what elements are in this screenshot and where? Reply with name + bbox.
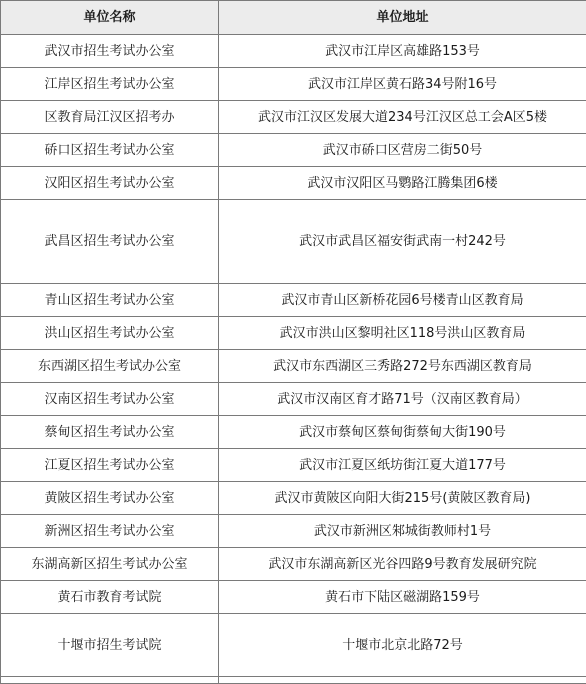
table-row [1,581,586,614]
unit-name-cell: 新洲区招生考试办公室 [1,515,219,548]
unit-name-cell: 东西湖区招生考试办公室 [1,350,219,383]
table-row [1,134,586,167]
unit-name-cell: 区教育局江汉区招考办 [1,101,219,134]
table-header-row [1,1,586,35]
table-row [1,200,586,284]
unit-name-cell: 东湖高新区招生考试办公室 [1,548,219,581]
unit-name-cell: 武汉市招生考试办公室 [1,35,219,68]
cutoff-cell [1,677,219,684]
unit-address-cell: 武汉市洪山区黎明社区118号洪山区教育局 [219,317,586,350]
unit-name-cell: 青山区招生考试办公室 [1,284,219,317]
unit-address-cell: 武汉市青山区新桥花园6号楼青山区教育局 [219,284,586,317]
unit-address-cell: 武汉市汉阳区马鹦路江腾集团6楼 [219,167,586,200]
unit-address-cell: 武汉市汉南区育才路71号（汉南区教育局） [219,383,586,416]
unit-address-cell: 武汉市黄陂区向阳大街215号(黄陂区教育局) [219,482,586,515]
unit-address-cell: 武汉市东湖高新区光谷四路9号教育发展研究院 [219,548,586,581]
table-row [1,101,586,134]
table-row [1,482,586,515]
table-row [1,449,586,482]
table-row [1,548,586,581]
table-row [1,317,586,350]
unit-name-cell: 汉南区招生考试办公室 [1,383,219,416]
table-row [1,167,586,200]
unit-address-cell: 十堰市北京北路72号 [219,614,586,677]
header-unit-address: 单位地址 [219,1,586,35]
header-unit-name: 单位名称 [1,1,219,35]
unit-name-cell: 黄陂区招生考试办公室 [1,482,219,515]
unit-name-cell: 洪山区招生考试办公室 [1,317,219,350]
table-row [1,515,586,548]
unit-address-cell: 武汉市武昌区福安街武南一村242号 [219,200,586,284]
unit-name-cell: 江夏区招生考试办公室 [1,449,219,482]
table-row [1,284,586,317]
unit-address-cell: 武汉市江夏区纸坊街江夏大道177号 [219,449,586,482]
table-row [1,68,586,101]
unit-address-cell: 黄石市下陆区磁湖路159号 [219,581,586,614]
unit-address-cell: 武汉市硚口区营房二街50号 [219,134,586,167]
table-row [1,416,586,449]
unit-name-cell: 硚口区招生考试办公室 [1,134,219,167]
unit-name-cell: 汉阳区招生考试办公室 [1,167,219,200]
unit-name-cell: 十堰市招生考试院 [1,614,219,677]
unit-address-cell: 武汉市江岸区高雄路153号 [219,35,586,68]
unit-address-cell: 武汉市蔡甸区蔡甸街蔡甸大街190号 [219,416,586,449]
table-row-cutoff [1,677,586,684]
table-row [1,35,586,68]
unit-address-cell: 武汉市新洲区邾城街教师村1号 [219,515,586,548]
unit-address-cell: 武汉市江岸区黄石路34号附16号 [219,68,586,101]
cutoff-cell [219,677,586,684]
unit-name-cell: 蔡甸区招生考试办公室 [1,416,219,449]
unit-address-cell: 武汉市东西湖区三秀路272号东西湖区教育局 [219,350,586,383]
table-row [1,614,586,677]
table-row [1,383,586,416]
unit-name-cell: 黄石市教育考试院 [1,581,219,614]
table-row [1,350,586,383]
unit-name-cell: 江岸区招生考试办公室 [1,68,219,101]
unit-address-cell: 武汉市江汉区发展大道234号江汉区总工会A区5楼 [219,101,586,134]
unit-name-cell: 武昌区招生考试办公室 [1,200,219,284]
